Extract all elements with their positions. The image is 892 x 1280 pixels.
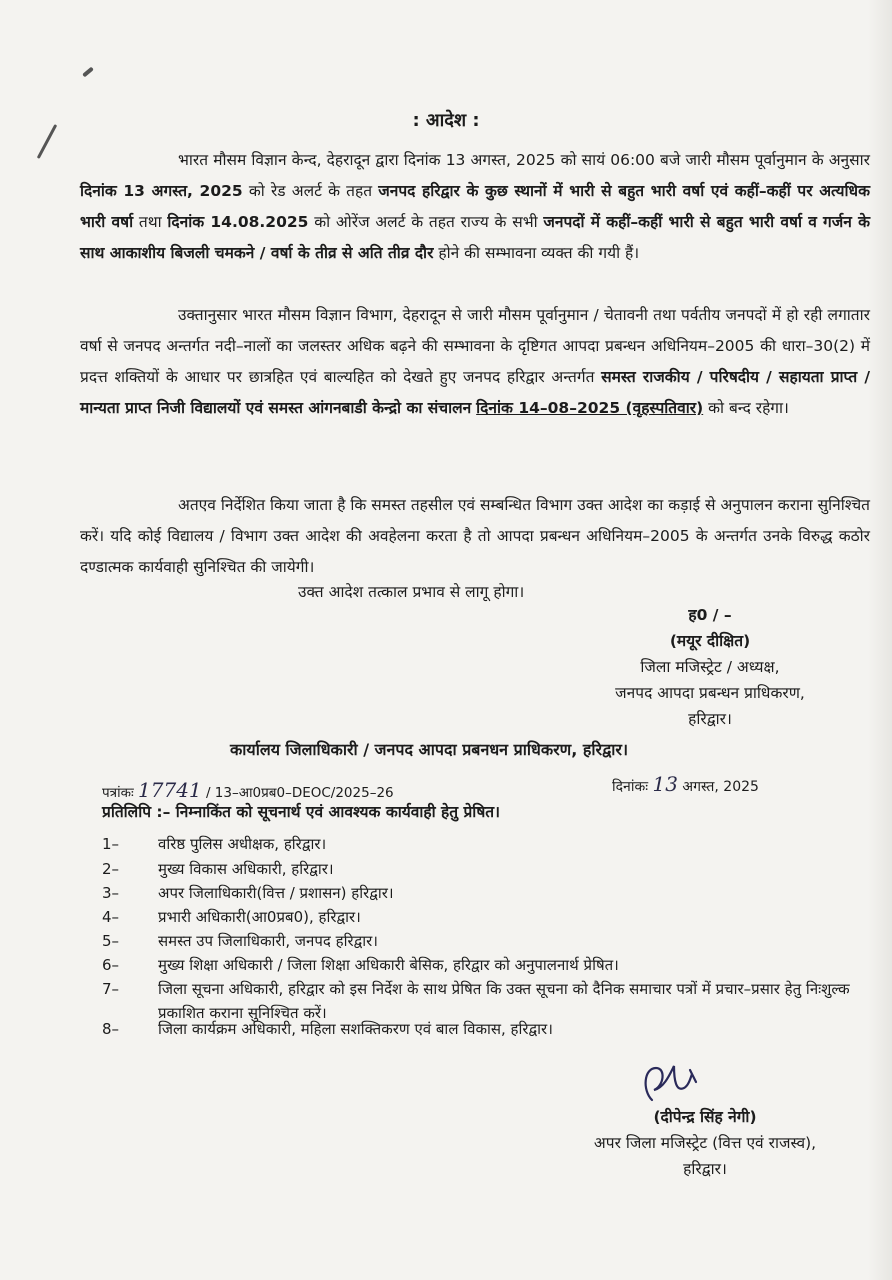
paragraph-school-closure: उक्तानुसार भारत मौसम विज्ञान विभाग, देहरादून से जारी मौसम पूर्वानुमान / चेतावनी तथा पर्वतीय जनपदों में हो रही लगातार वर्षा से जनपद अन्तर्गत नदी–नालों का जलस्तर अधिक बढ़ने की सम्भावना के दृष्टिगत आपदा प्रबन्धन अधिनियम–2005 की धारा–30(2) में प्रदत्त शक्तियों के आधार पर छात्रहित एवं बाल्यहित को देखते हुए जनपद हरिद्वार अन्तर्गत समस्त राजकीय / परिषदीय / सहायता प्राप्त / मान्यता प्राप्त निजी विद्यालयों एवं समस्त आंगनबाडी केन्द्रो का संचालन दिनांक 14–08–2025 (वृहस्पतिवार) को बन्द रहेगा। <box>80 306 870 417</box>
copy-list-item: 7– जिला सूचना अधिकारी, हरिद्वार को इस निर्देश के साथ प्रेषित कि उक्त सूचना को दैनिक समाचार पत्रों में प्रचार–प्रसार हेतु निःशुल्क प्रकाशित कराना सुनिश्चित करें। <box>102 980 850 1022</box>
ink-mark <box>82 67 94 78</box>
handwritten-signature <box>634 1060 704 1106</box>
handwritten-date: 13 <box>652 772 678 796</box>
letter-date: दिनांकः 13 अगस्त, 2025 <box>612 772 759 796</box>
office-title: कार्यालय जिलाधिकारी / जनपद आपदा प्रबनधन प्राधिकरण, हरिद्वार। <box>230 740 629 759</box>
signature-block-adm: (दीपेन्द्र सिंह नेगी) अपर जिला मजिस्ट्रेट (वित्त एवं राजस्व), हरिद्वार। <box>593 1108 817 1178</box>
paragraph-compliance: अतएव निर्देशित किया जाता है कि समस्त तहसील एवं सम्बन्धित विभाग उक्त आदेश का कड़ाई से अनुपालन कराना सुनिश्चित करें। यदि कोई विद्यालय / विभाग उक्त आदेश की अवहेलना करता है तो आपदा प्रबन्धन अधिनियम–2005 के अन्तर्गत उनके विरुद्ध कठोर दण्डात्मक कार्यवाही सुनिश्चित की जायेगी। <box>80 496 870 576</box>
handwritten-ref-number: 17741 <box>138 778 202 802</box>
letter-reference: पत्रांकः 17741 / 13–आ0प्रब0–DEOC/2025–26 <box>102 778 394 802</box>
paragraph-effective: उक्त आदेश तत्काल प्रभाव से लागू होगा। <box>298 583 525 601</box>
page-fold-shadow <box>868 0 892 1280</box>
copy-to-title: प्रतिलिपि :– निम्नाकिंत को सूचनार्थ एवं आवश्यक कार्यवाही हेतु प्रेषित। <box>102 803 500 821</box>
signature-block-dm: ह0 / – (मयूर दीक्षित) जिला मजिस्ट्रेट / अध्यक्ष, जनपद आपदा प्रबन्धन प्राधिकरण, हरिद्वार। <box>615 606 805 728</box>
order-heading: : आदेश : <box>412 110 480 131</box>
paragraph-weather-forecast: भारत मौसम विज्ञान केन्द, देहरादून द्वारा दिनांक 13 अगस्त, 2025 को सायं 06:00 बजे जारी मौसम पूर्वानुमान के अनुसार दिनांक 13 अगस्त, 2025 को रेड अलर्ट के तहत जनपद हरिद्वार के कुछ स्थानों में भारी से बहुत भारी वर्षा एवं कहीं–कहीं पर अत्यधिक भारी वर्षा तथा दिनांक 14.08.2025 को ओरेंज अलर्ट के तहत राज्य के सभी जनपदों में कहीं–कहीं भारी से बहुत भारी वर्षा व गर्जन के साथ आकाशीय बिजली चमकने / वर्षा के तीव्र से अति तीव्र दौर होने की सम्भावना व्यक्त की गयी हैं। <box>80 151 871 262</box>
document-page: : आदेश : भारत मौसम विज्ञान केन्द, देहरादून द्वारा दिनांक 13 अगस्त, 2025 को सायं 06:00 बजे जारी मौसम पूर्वानुमान के अनुसार दिनांक 13 अगस्त, 2025 को रेड अलर्ट के तहत जनपद हरिद्वार के कुछ स्थानों में भारी से बहुत भारी वर्षा एवं कहीं–कहीं पर अत्यधिक भारी वर्षा तथा दिनांक 14.08.2025 को ओरेंज अलर्ट के तहत राज्य के सभी जनपदों में कहीं–कहीं भारी से बहुत भारी वर्षा व गर्जन के साथ आकाशीय बिजली चमकने / वर्षा के तीव्र से अति तीव्र दौर होने की सम्भावना व्यक्त की गयी हैं। उक्तानुसार भारत मौसम विज्ञान विभाग, देहरादून से जारी मौसम पूर्वानुमान / चेतावनी तथा पर्वतीय जनपदों में हो रही लगातार वर्षा से जनपद अन्तर्गत नदी–नालों का जलस्तर अधिक बढ़ने की सम्भावना के दृष्टिगत आपदा प्रबन्धन अधिनियम–2005 की धारा–30(2) में प्रदत्त शक्तियों के आधार पर छात्रहित एवं बाल्यहित को देखते हुए जनपद हरिद्वार अन्तर्गत समस्त राजकीय / परिषदीय / सहायता प्राप्त / मान्यता प्राप्त निजी विद्यालयों एवं समस्त आंगनबाडी केन्द्रो का संचालन दिनांक 14–08–2025 (वृहस्पतिवार) को बन्द रहेगा। अतएव निर्देशित किया जाता है कि समस्त तहसील एवं सम्बन्धित विभाग उक्त आदेश का कड़ाई से अनुपालन कराना सुनिश्चित करें। यदि कोई विद्यालय / विभाग उक्त आदेश की अवहेलना करता है तो आपदा प्रबन्धन अधिनियम–2005 के अन्तर्गत उनके विरुद्ध कठोर दण्डात्मक कार्यवाही सुनिश्चित की जायेगी। उक्त आदेश तत्काल प्रभाव से लागू होगा। ह0 / – (मयूर दीक्षित) जिला मजिस्ट्रेट / अध्यक्ष, जनपद आपदा प्रबन्धन प्राधिकरण, हरिद्वार। कार्यालय जिलाधिकारी / जनपद आपदा प्रबनधन प्राधिकरण, हरिद्वार। पत्रांकः 17741 / 13–आ0प्रब0–DEOC/2025–26 दिनांकः 13 अगस्त, 2025 प्रतिलिपि :– निम्नाकिंत को सूचनार्थ एवं आवश्यक कार्यवाही हेतु प्रेषित। 1– वरिष्ठ पुलिस अधीक्षक, हरिद्वार। 2– मुख्य विकास अधिकारी, हरिद्वार। 3– अपर जिलाधिकारी(वित्त / प्रशासन) हरिद्वार। 4– प्रभारी अधिकारी(आ0प्रब0), हरिद्वार। 5– समस्त उप जिलाधिकारी, जनपद हरिद्वार। 6– मुख्य शिक्षा अधिकारी / जिला शिक्षा अधिकारी बेसिक, हरिद्वार को अनुपालनार्थ प्रेषित। 7– जिला सूचना अधिकारी, हरिद्वार को इस निर्देश के साथ प्रेषित कि उक्त सूचना को दैनिक समाचार पत्रों में प्रचार–प्रसार हेतु निःशुल्क प्रकाशित कराना सुनिश्चित करें। 8– जिला कार्यक्रम अधिकारी, महिला सशक्तिकरण एवं बाल विकास, हरिद्वार। (दीपेन्द्र सिंह नेगी) अपर जिला मजिस्ट्रेट (वित्त एवं राजस्व), हरिद्वार। <box>0 0 892 1280</box>
